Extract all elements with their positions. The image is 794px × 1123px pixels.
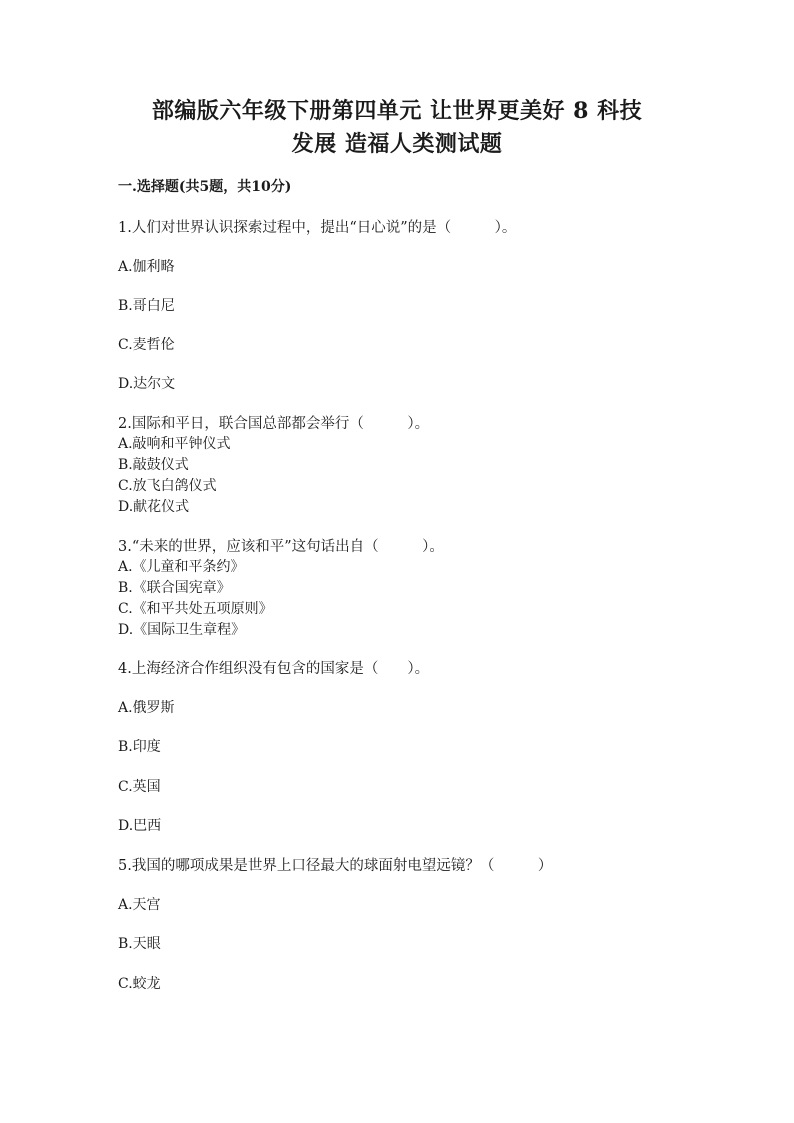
- question-1-option-c: C.麦哲伦: [118, 337, 175, 353]
- question-2-option-b: B.敲鼓仪式: [118, 457, 189, 473]
- question-3-option-d: D.《国际卫生章程》: [118, 622, 246, 638]
- question-2-option-c: C.放飞白鸽仪式: [118, 478, 217, 494]
- question-5-option-c: C.蛟龙: [118, 976, 161, 992]
- question-4-option-c: C.英国: [118, 779, 161, 795]
- question-1-option-d: D.达尔文: [118, 376, 176, 392]
- question-4-option-b: B.印度: [118, 739, 161, 755]
- document-title: [100, 95, 694, 161]
- question-2-stem: 2.国际和平日，联合国总部都会举行（ ）。: [118, 416, 430, 432]
- question-1-stem: 1.人们对世界认识探索过程中，提出“日心说”的是（ ）。: [118, 220, 517, 236]
- question-5-option-a: A.天宫: [118, 897, 161, 913]
- question-4-option-a: A.俄罗斯: [118, 700, 175, 716]
- question-3-stem: 3.“未来的世界，应该和平”这句话出自（ ）。: [118, 539, 444, 555]
- title-line-1: 部编版六年级下册第四单元 让世界更美好 8 科技: [151, 98, 643, 124]
- question-5-stem: 5.我国的哪项成果是世界上口径最大的球面射电望远镜？（ ）: [118, 858, 553, 874]
- question-3-option-c: C.《和平共处五项原则》: [118, 601, 273, 617]
- question-5-option-b: B.天眼: [118, 936, 161, 952]
- title-line-2: 发展 造福人类测试题: [291, 131, 503, 157]
- question-1-option-b: B.哥白尼: [118, 298, 175, 314]
- question-4-option-d: D.巴西: [118, 818, 162, 834]
- question-3-option-b: B.《联合国宪章》: [118, 580, 231, 596]
- question-4-stem: 4.上海经济合作组织没有包含的国家是（ ）。: [118, 661, 430, 677]
- question-2-option-d: D.献花仪式: [118, 499, 190, 515]
- question-3-option-a: A.《儿童和平条约》: [118, 559, 245, 575]
- question-1-option-a: A.伽利略: [118, 259, 175, 275]
- section-heading: 一.选择题(共5题，共10分): [118, 179, 292, 195]
- question-2-option-a: A.敲响和平钟仪式: [118, 436, 231, 452]
